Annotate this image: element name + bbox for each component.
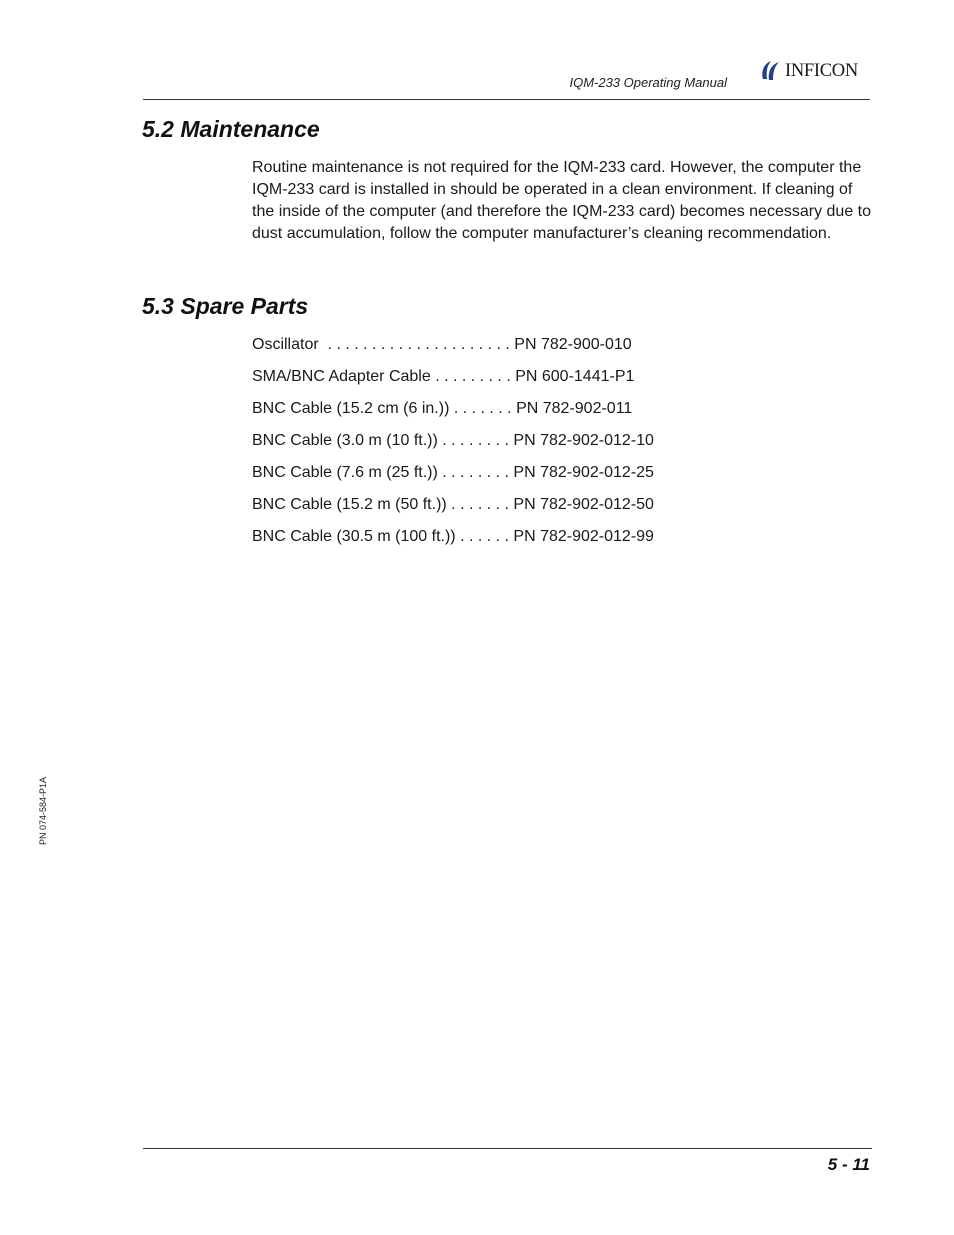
- spare-part-item: Oscillator . . . . . . . . . . . . . . . . . . . . . PN 782-900-010: [252, 336, 632, 353]
- logo-wordmark: INFICON: [785, 60, 858, 81]
- spare-part-item: BNC Cable (15.2 m (50 ft.)) . . . . . . . PN 782-902-012-50: [252, 496, 654, 513]
- footer-rule: [143, 1148, 872, 1149]
- spare-part-item: BNC Cable (30.5 m (100 ft.)) . . . . . . PN 782-902-012-99: [252, 528, 654, 545]
- spare-part-item: BNC Cable (15.2 cm (6 in.)) . . . . . . . PN 782-902-011: [252, 400, 633, 417]
- spare-part-item: BNC Cable (3.0 m (10 ft.)) . . . . . . . . PN 782-902-012-10: [252, 432, 654, 449]
- inficon-logo: [760, 59, 858, 83]
- inficon-logo-icon: [760, 59, 782, 83]
- section-heading-spare-parts: 5.3 Spare Parts: [142, 293, 309, 319]
- maintenance-paragraph: Routine maintenance is not required for the IQM-233 card. However, the computer the IQM-233 card is installed in should be operated in a clean environment. If cleaning of the inside of the computer (and therefore the IQM-233 card) becomes necessary due to dust accumulation, follow the computer manufacturer’s cleaning recommendation.: [252, 159, 871, 242]
- header-rule: [143, 99, 870, 100]
- section-heading-maintenance: 5.2 Maintenance: [142, 116, 320, 142]
- spare-part-item: BNC Cable (7.6 m (25 ft.)) . . . . . . . . PN 782-902-012-25: [252, 464, 654, 481]
- document-part-number: PN 074-584-P1A: [38, 776, 48, 846]
- spare-part-item: SMA/BNC Adapter Cable . . . . . . . . . PN 600-1441-P1: [252, 368, 635, 385]
- spare-parts-list: [252, 334, 654, 558]
- manual-title: IQM-233 Operating Manual: [569, 75, 727, 90]
- page-number: 5 - 11: [827, 1155, 870, 1174]
